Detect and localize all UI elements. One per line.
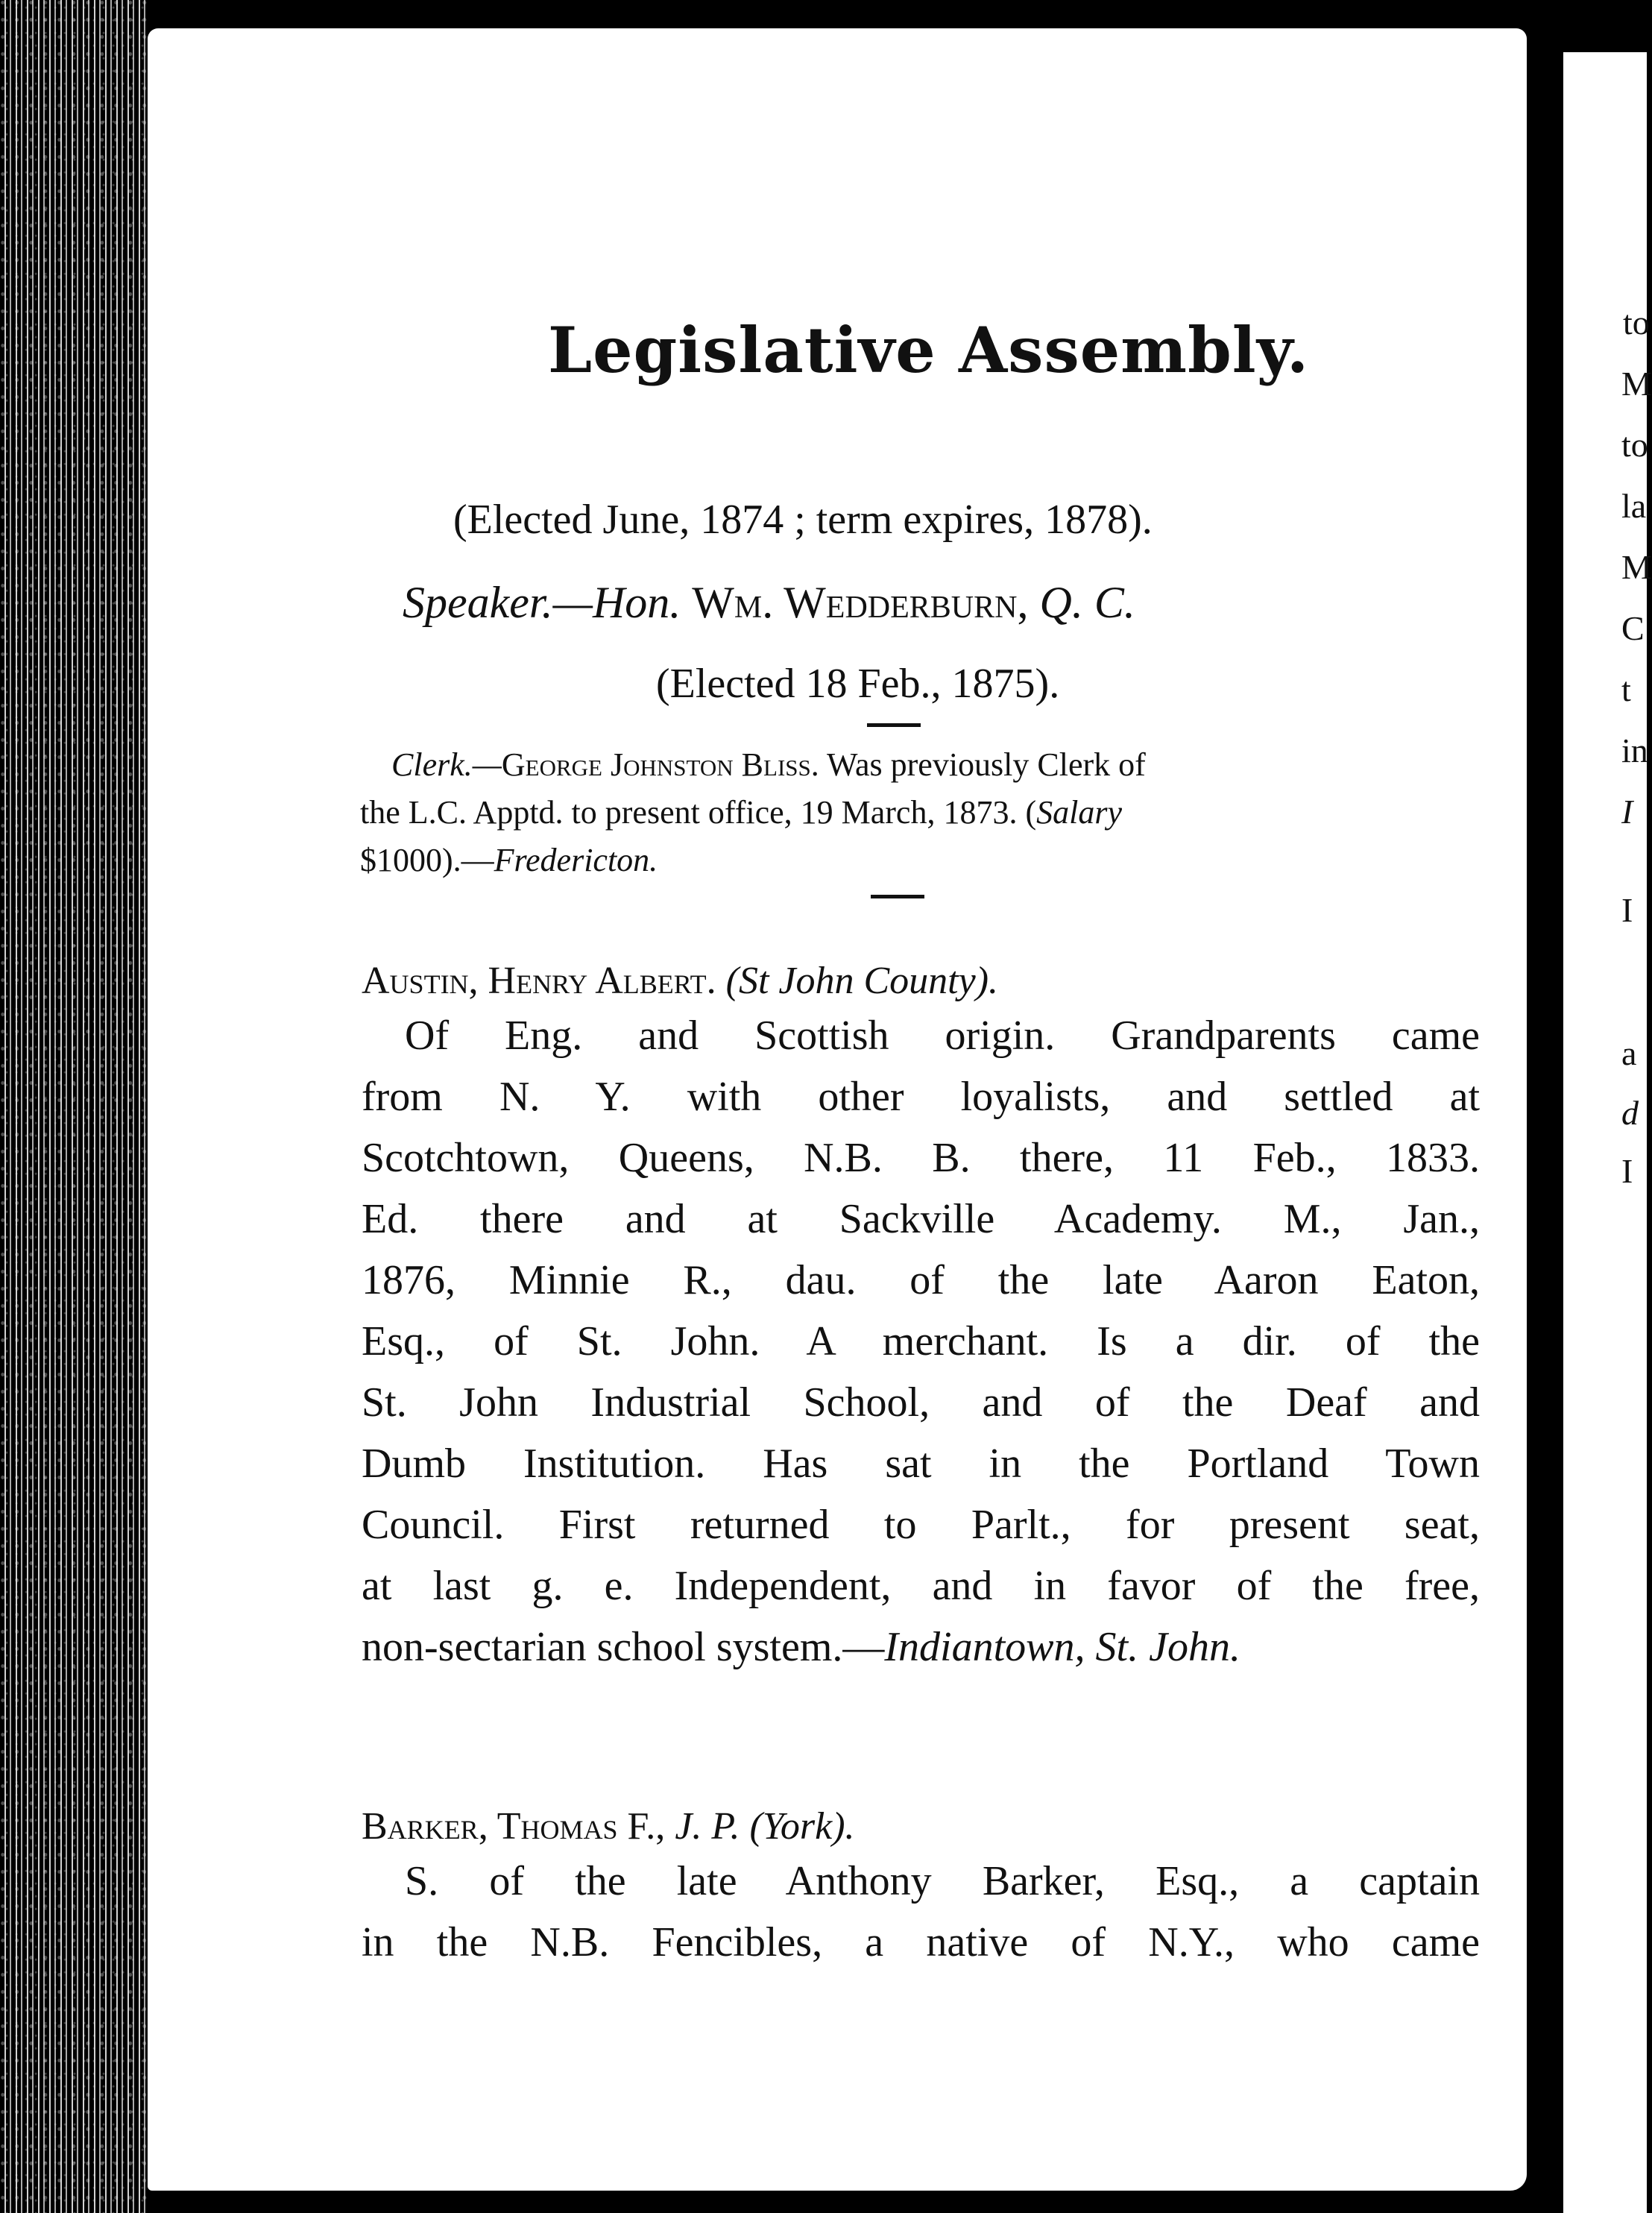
speaker-suffix: Q. C.	[1039, 578, 1135, 627]
clerk-salary-amount: $1000).—	[360, 842, 494, 878]
speaker-label: Speaker.—Hon.	[403, 578, 681, 627]
member-constituency: (St John County).	[725, 960, 999, 1002]
facing-page-fragment: a	[1621, 1034, 1637, 1072]
facing-page-fragment: to	[1621, 426, 1648, 464]
body-line: Ed. there and at Sackville Academy. M., Jan.,	[362, 1196, 1480, 1242]
term-line: (Elected June, 1874 ; term expires, 1878).	[453, 497, 1153, 543]
member-title: J. P.	[675, 1805, 740, 1848]
member-residence: Indiantown, St. John.	[884, 1624, 1240, 1670]
body-line: from N. Y. with other loyalists, and settled at	[362, 1074, 1480, 1120]
facing-page-fragment: I	[1621, 891, 1633, 929]
facing-page-fragment: C	[1621, 609, 1645, 647]
facing-page-fragment: t	[1621, 670, 1631, 708]
body-line: 1876, Minnie R., dau. of the late Aaron Eaton,	[362, 1257, 1480, 1303]
facing-page-fragment: la	[1621, 487, 1647, 525]
body-line: Of Eng. and Scottish origin. Grandparents came	[405, 1013, 1480, 1059]
speaker-name: Wm. Wedderburn,	[692, 578, 1029, 627]
clerk-text: Was previously Clerk of	[826, 746, 1146, 783]
clerk-text: the L.C. Apptd. to present office, 19 March, 1873. (	[360, 794, 1037, 831]
body-line: Dumb Institution. Has sat in the Portland Town	[362, 1441, 1480, 1487]
entry-body	[362, 1005, 1480, 1678]
book-edge	[0, 0, 149, 2213]
facing-page-fragment: M	[1621, 365, 1652, 403]
body-line: Scotchtown, Queens, N.B. B. there, 11 Feb., 1833.	[362, 1135, 1480, 1181]
member-name: Austin, Henry Albert.	[362, 960, 716, 1002]
body-line: S. of the late Anthony Barker, Esq., a captain	[405, 1858, 1480, 1904]
entry-heading	[362, 959, 998, 1003]
member-name: Barker, Thomas F.,	[362, 1805, 666, 1848]
clerk-name: George Johnston Bliss.	[501, 746, 819, 783]
member-constituency: (York).	[749, 1805, 855, 1848]
clerk-salary-label: Salary	[1036, 794, 1123, 831]
clerk-paragraph	[360, 741, 1486, 884]
speaker-line	[403, 577, 1135, 629]
facing-page-fragment: I	[1621, 793, 1633, 831]
facing-page-sliver	[1563, 52, 1652, 2213]
body-line: St. John Industrial School, and of the Deaf and	[362, 1379, 1480, 1426]
body-line: at last g. e. Independent, and in favor of the free,	[362, 1563, 1480, 1609]
body-line: non-sectarian school system.—Indiantown, St. John.	[362, 1624, 1240, 1670]
clerk-place: Fredericton.	[494, 842, 658, 878]
divider	[871, 895, 924, 898]
speaker-elected-line: (Elected 18 Feb., 1875).	[656, 661, 1060, 707]
facing-page-fragment: M	[1621, 548, 1652, 586]
facing-page-fragment: to	[1623, 303, 1650, 341]
body-line: Esq., of St. John. A merchant. Is a dir. of the	[362, 1318, 1480, 1364]
body-line: in the N.B. Fencibles, a native of N.Y., who came	[362, 1919, 1480, 1965]
facing-page-fragment: I	[1621, 1152, 1633, 1190]
divider	[867, 723, 921, 727]
entry-heading	[362, 1804, 855, 1848]
body-line: Council. First returned to Parlt., for present seat,	[362, 1502, 1480, 1548]
facing-page-fragment: in	[1621, 731, 1648, 769]
clerk-label: Clerk.—	[391, 746, 502, 783]
entry-body	[362, 1851, 1480, 1973]
facing-page-fragment: d	[1621, 1094, 1639, 1132]
page-title: Legislative Assembly.	[548, 313, 1310, 387]
